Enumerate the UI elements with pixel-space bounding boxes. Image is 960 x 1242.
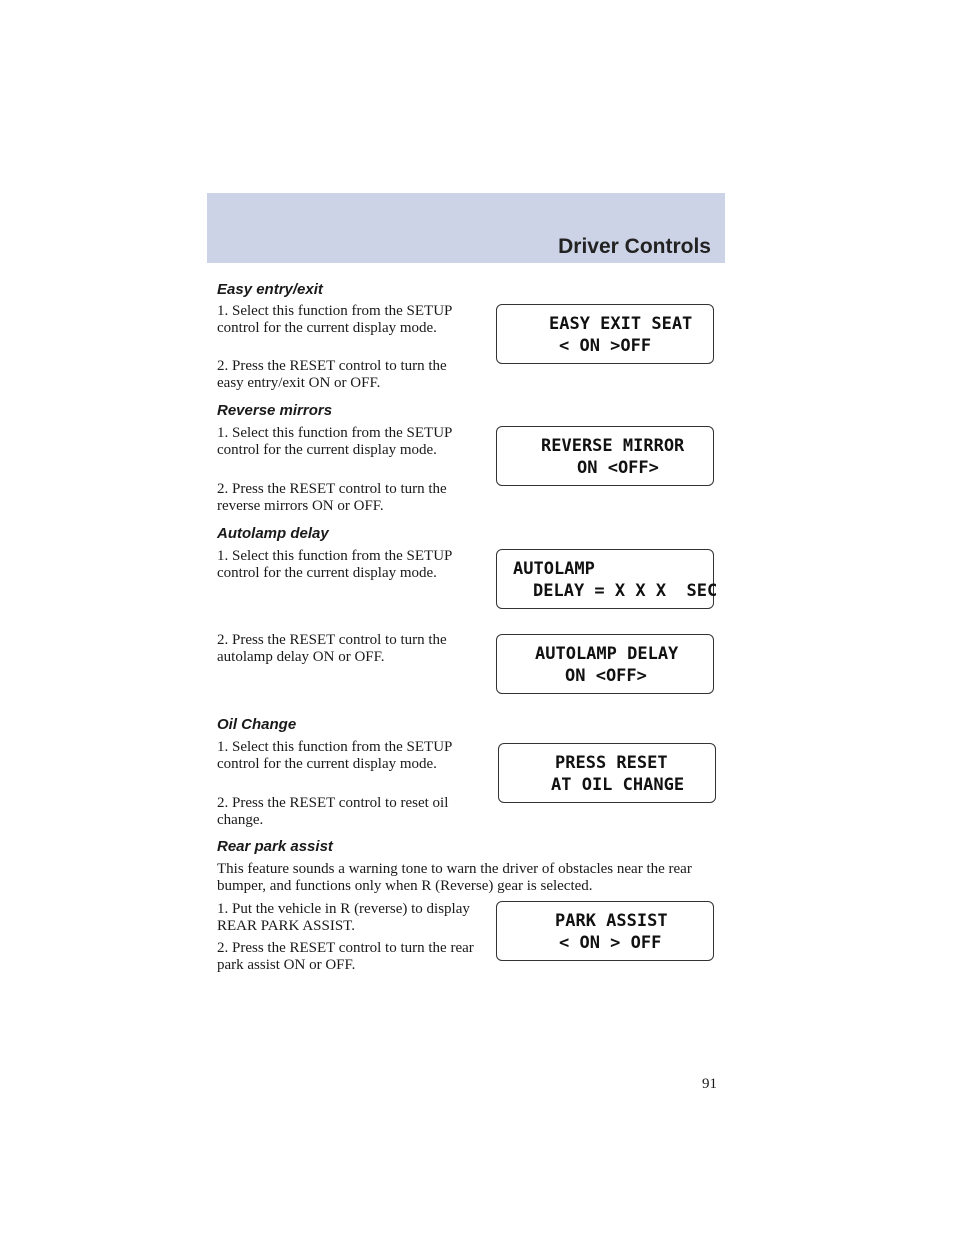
display-line-2: AT OIL CHANGE: [551, 775, 685, 795]
display-line-1: AUTOLAMP DELAY: [535, 644, 679, 664]
display-line-1: REVERSE MIRROR: [541, 436, 685, 456]
heading-rear-park-assist: Rear park assist: [217, 838, 333, 855]
display-autolamp-delay-time: [496, 549, 718, 609]
step-reverse-mirrors-1: 1. Select this function from the SETUP control for the current display mode.: [217, 425, 452, 458]
step-autolamp-2: 2. Press the RESET control to turn the autolamp delay ON or OFF.: [217, 632, 447, 665]
display-line-2: ON <OFF>: [565, 666, 647, 686]
display-park-assist: [496, 901, 714, 961]
step-easy-entry-2: 2. Press the RESET control to turn the easy entry/exit ON or OFF.: [217, 358, 447, 391]
step-easy-entry-1: 1. Select this function from the SETUP control for the current display mode.: [217, 303, 452, 336]
step-rear-park-2: 2. Press the RESET control to turn the rear park assist ON or OFF.: [217, 940, 474, 973]
display-line-1: PRESS RESET: [555, 753, 668, 773]
display-reverse-mirror: [496, 426, 714, 486]
header-band: [207, 193, 725, 263]
display-line-1: AUTOLAMP: [513, 559, 595, 579]
step-oil-change-1: 1. Select this function from the SETUP control for the current display mode.: [217, 739, 452, 772]
page-section-title: Driver Controls: [558, 235, 711, 258]
heading-oil-change: Oil Change: [217, 716, 297, 733]
display-line-2: < ON >OFF: [559, 336, 652, 356]
page-number: 91: [702, 1076, 717, 1092]
step-rear-park-1: 1. Put the vehicle in R (reverse) to display REAR PARK ASSIST.: [217, 901, 470, 934]
heading-easy-entry-exit: Easy entry/exit: [217, 281, 323, 298]
display-line-2: < ON > OFF: [559, 933, 662, 953]
step-reverse-mirrors-2: 2. Press the RESET control to turn the reverse mirrors ON or OFF.: [217, 481, 447, 514]
display-line-1: PARK ASSIST: [555, 911, 668, 931]
display-line-2: DELAY = X X X SEC: [533, 581, 718, 601]
display-autolamp-delay-onoff: [496, 634, 714, 694]
display-line-1: EASY EXIT SEAT: [549, 314, 693, 334]
display-oil-change: [498, 743, 716, 803]
step-autolamp-1: 1. Select this function from the SETUP control for the current display mode.: [217, 548, 452, 581]
display-line-2: ON <OFF>: [577, 458, 659, 478]
heading-autolamp-delay: Autolamp delay: [217, 525, 329, 542]
display-easy-exit-seat: [496, 304, 714, 364]
rear-park-assist-intro: This feature sounds a warning tone to warn the driver of obstacles near the rear bumper, and functions only when R (Reverse) gear is selected.: [217, 861, 692, 894]
step-oil-change-2: 2. Press the RESET control to reset oil change.: [217, 795, 449, 828]
heading-reverse-mirrors: Reverse mirrors: [217, 402, 333, 419]
